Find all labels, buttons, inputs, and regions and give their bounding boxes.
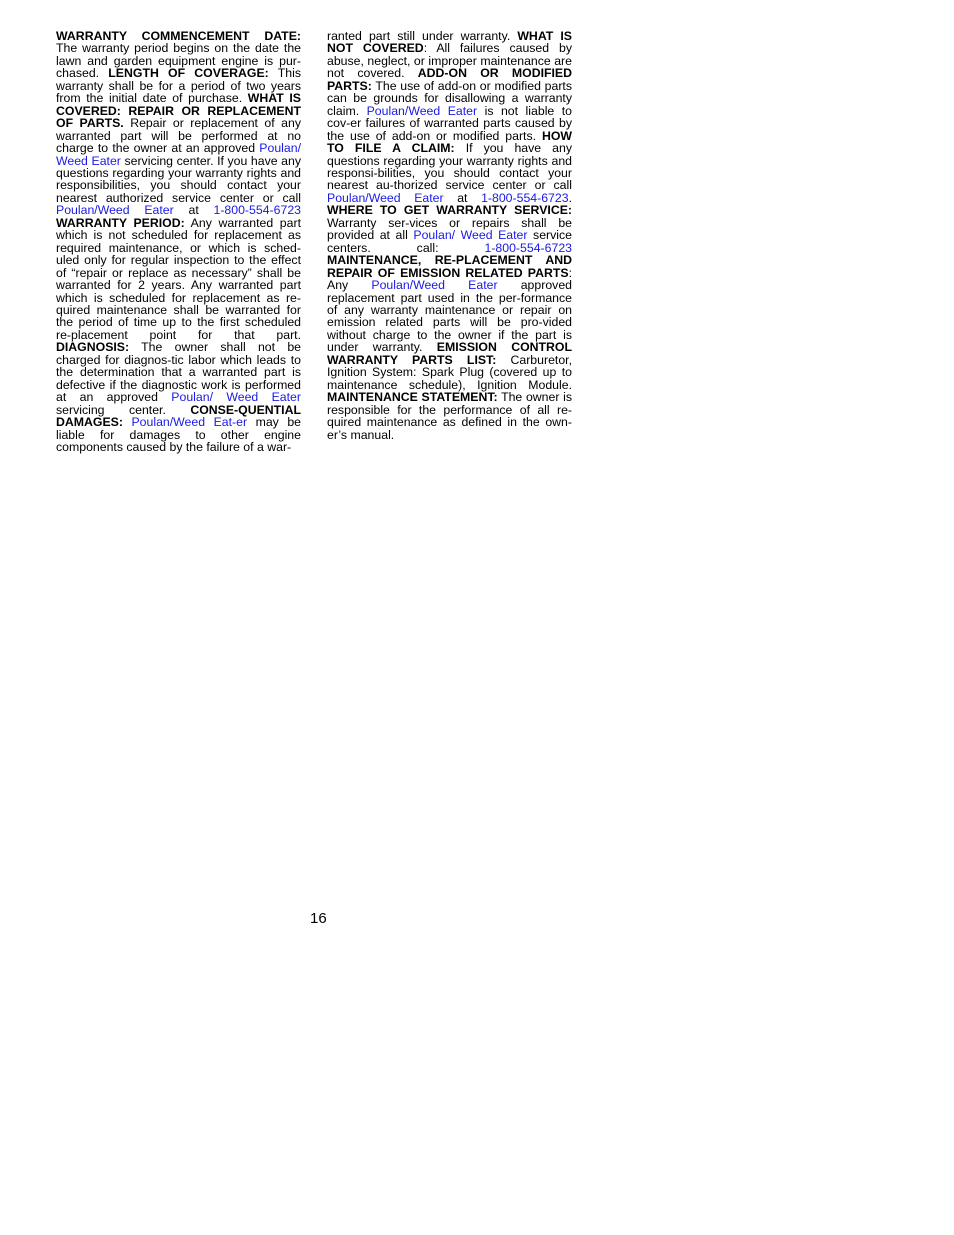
- body-text: Repair or replacement of any warranted part will be performed at no charge to the owner at an approved: [56, 116, 301, 156]
- section-heading: HOW TO FILE A CLAIM:: [327, 128, 572, 156]
- page-number: 16: [310, 910, 327, 927]
- body-text: at: [443, 190, 482, 205]
- section-heading: WHAT IS NOT COVERED: [327, 29, 572, 56]
- body-text: : All failures caused by abuse, neglect, or improper maintenance are not covered.: [327, 41, 573, 81]
- highlighted-text: Poulan/Weed Eater: [56, 203, 174, 218]
- highlighted-text: Poulan/Weed Eater: [371, 278, 498, 293]
- body-text: The owner is responsible for the performance of all re-quired maintenance as defined in the own-er’s manual.: [327, 390, 573, 442]
- highlighted-text: Poulan/ Weed Eater: [171, 390, 301, 405]
- body-text: The use of add-on or modified parts can be grounds for disallowing a warranty claim.: [327, 78, 572, 118]
- section-heading: MAINTENANCE STATEMENT:: [327, 390, 498, 405]
- highlighted-text: Poulan/Weed Eater: [366, 103, 478, 118]
- warranty-text-left-column: [56, 30, 301, 453]
- body-text: Warranty ser-vices or repairs shall be provided at all: [327, 215, 572, 243]
- section-heading: EMISSION CONTROL WARRANTY PARTS LIST:: [327, 340, 572, 367]
- body-text: is not liable to cov-er failures of warranted parts caused by the use of add-on or modified parts.: [327, 103, 573, 143]
- body-text: The warranty period begins on the date the lawn and garden equipment engine is pur-chased.: [56, 41, 301, 81]
- highlighted-text: 1-800-554-6723: [484, 240, 572, 255]
- body-text: Carburetor, Ignition System: Spark Plug (covered up to maintenance schedule), Ignition Module.: [327, 352, 572, 392]
- body-text: servicing center. If you have any questions regarding your warranty rights and responsibilities, you should contact your nearest authorized service center or call: [56, 153, 301, 205]
- section-heading: DIAGNOSIS:: [56, 340, 130, 355]
- body-text: Any warranted part which is not scheduled for replacement as required maintenance, or which is sched-uled only for regular inspection to the effect of “repair or replace as necessary” shall be warranted for 2 years. Any warranted part which is scheduled for replacement as re-quired maintenance shall be warranted for the period of time up to the first scheduled re-placement point for that part.: [56, 215, 301, 342]
- body-text: : Any: [327, 265, 572, 293]
- section-heading: CONSE-QUENTIAL DAMAGES:: [56, 402, 301, 430]
- section-heading: LENGTH OF COVERAGE:: [108, 66, 269, 81]
- body-text: The owner shall not be charged for diagnos-tic labor which leads to the determination that a warranted part is defective if the diagnostic work is performed at an approved: [56, 340, 301, 405]
- body-text: service centers. call:: [327, 228, 572, 255]
- body-text: This warranty shall be for a period of two years from the initial date of purchase.: [56, 66, 301, 106]
- highlighted-text: 1-800-554-6723: [481, 190, 569, 205]
- section-heading: WARRANTY PERIOD:: [56, 215, 185, 230]
- body-text: .: [568, 190, 572, 205]
- highlighted-text: Poulan/ Weed Eater: [56, 141, 301, 168]
- body-text: at: [173, 203, 214, 218]
- highlighted-text: Poulan/Weed Eat-er: [131, 415, 248, 430]
- body-text: may be liable for damages to other engine components caused by the failure of a war-: [56, 415, 301, 454]
- section-heading: WHERE TO GET WARRANTY SERVICE:: [327, 203, 572, 218]
- section-heading: WARRANTY COMMENCEMENT DATE:: [56, 29, 301, 43]
- highlighted-text: Poulan/ Weed Eater: [413, 228, 528, 243]
- highlighted-text: 1-800-554-6723: [213, 203, 301, 218]
- body-text: approved replacement part used in the per-formance of any warranty maintenance or repair on emission related parts will be pro-vided without charge to the owner if the part is under warranty.: [327, 278, 572, 355]
- warranty-text-right-column: [327, 30, 572, 441]
- highlighted-text: Poulan/Weed Eater: [327, 190, 444, 205]
- section-heading: ADD-ON OR MODIFIED PARTS:: [327, 66, 573, 93]
- section-heading: MAINTENANCE, RE-PLACEMENT AND REPAIR OF EMISSION RELATED PARTS: [327, 253, 572, 280]
- body-text: servicing center.: [56, 402, 191, 417]
- body-text: ranted part still under warranty.: [327, 29, 518, 43]
- section-heading: WHAT IS COVERED: REPAIR OR REPLACEMENT OF PARTS.: [56, 91, 301, 131]
- body-text: If you have any questions regarding your warranty rights and responsi-bilities, you should contact your nearest au-thorized service center or call: [327, 141, 572, 193]
